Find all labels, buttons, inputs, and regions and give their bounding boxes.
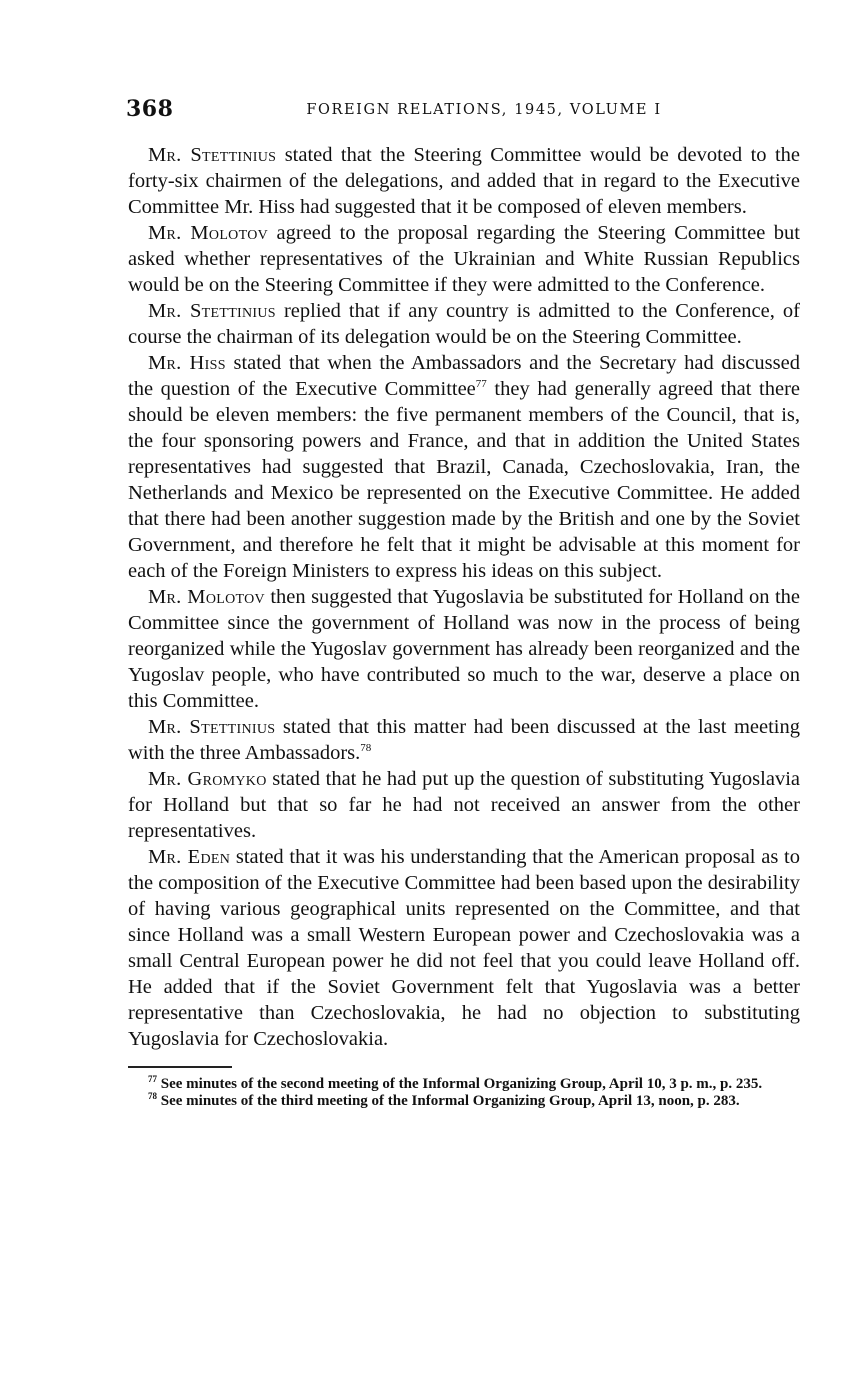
- paragraph: [128, 298, 800, 350]
- page-number: 368: [126, 96, 174, 122]
- footnote-text: See minutes of the second meeting of the Informal Organizing Group, April 10, 3 p. m., p. 235.: [157, 1076, 763, 1092]
- speaker-name: Mr. Molotov: [148, 586, 265, 608]
- paragraph-text: replied that if any country is admitted to the Conference, of course the chairman of its delegation would be on the Steering Committee.: [128, 300, 800, 348]
- footnote-mark: 77: [148, 1074, 157, 1084]
- running-head: FOREIGN RELATIONS, 1945, VOLUME I: [306, 102, 662, 118]
- paragraph-text: stated that when the Ambassadors and the Secretary had discussed the question of the Executive Committee: [128, 352, 800, 400]
- paragraph: [128, 584, 800, 714]
- footnote-rule: [128, 1066, 232, 1068]
- paragraph: [128, 142, 800, 220]
- paragraph-text: then suggested that Yugoslavia be substituted for Holland on the Committee since the government of Holland was now in the process of being reorganized while the Yugoslav government has already been reorganized and the Yugoslav people, who have contributed so much to the war, deserve a place on this Committee.: [128, 586, 800, 712]
- speaker-name: Mr. Stettinius: [148, 144, 277, 166]
- footnote-reference: 78: [360, 742, 372, 755]
- paragraph: [128, 220, 800, 298]
- paragraph-text: stated that this matter had been discussed at the last meeting with the three Ambassadors.: [128, 716, 800, 764]
- speaker-name: Mr. Molotov: [148, 222, 269, 244]
- speaker-name: Mr. Hiss: [148, 352, 226, 374]
- footnote-reference: 77: [475, 378, 487, 391]
- paragraph: [128, 350, 800, 584]
- body-text: [128, 142, 800, 1052]
- footnotes: [128, 1076, 800, 1110]
- speaker-name: Mr. Gromyko: [148, 768, 267, 790]
- paragraph-text: stated that he had put up the question of substituting Yugoslavia for Holland but that so far he had not received an answer from the other representatives.: [128, 768, 800, 842]
- footnote: [128, 1093, 800, 1110]
- paragraph-text: stated that it was his understanding that the American proposal as to the composition of the Executive Committee had been based upon the desirability of having various geographical units represented on the Committee, and that since Holland was a small Western European power and Czechoslovakia was a small Central European power he did not feel that you could leave Holland off. He added that if the Soviet Government felt that Yugoslavia was a better representative than Czechoslovakia, he had no objection to substituting Yugoslavia for Czechoslovakia.: [128, 846, 800, 1050]
- speaker-name: Mr. Stettinius: [148, 716, 276, 738]
- paragraph: [128, 844, 800, 1052]
- speaker-name: Mr. Stettinius: [148, 300, 276, 322]
- footnote-text: See minutes of the third meeting of the Informal Organizing Group, April 13, noon, p. 283.: [157, 1093, 740, 1109]
- paragraph-text: agreed to the proposal regarding the Steering Committee but asked whether representatives of the Ukrainian and White Russian Republics would be on the Steering Committee if they were admitted to the Conference.: [128, 222, 801, 296]
- speaker-name: Mr. Eden: [148, 846, 231, 868]
- paragraph: [128, 714, 800, 766]
- paragraph: [128, 766, 800, 844]
- paragraph-text: stated that the Steering Committee would be devoted to the forty-six chairmen of the delegations, and added that in regard to the Executive Committee Mr. Hiss had suggested that it be composed of eleven members.: [128, 144, 800, 218]
- page-content: [128, 96, 800, 1110]
- footnote: [128, 1076, 800, 1093]
- paragraph-text: they had generally agreed that there should be eleven members: the five permanent members of the Council, that is, the four sponsoring powers and France, and that in addition the United States representatives had suggested that Brazil, Canada, Czechoslovakia, Iran, the Netherlands and Mexico be represented on the Executive Committee. He added that there had been another suggestion made by the British and one by the Soviet Government, and therefore he felt that it might be advisable at this moment for each of the Foreign Ministers to express his ideas on this subject.: [128, 378, 800, 582]
- footnote-mark: 78: [148, 1091, 157, 1101]
- page-header: [128, 96, 800, 126]
